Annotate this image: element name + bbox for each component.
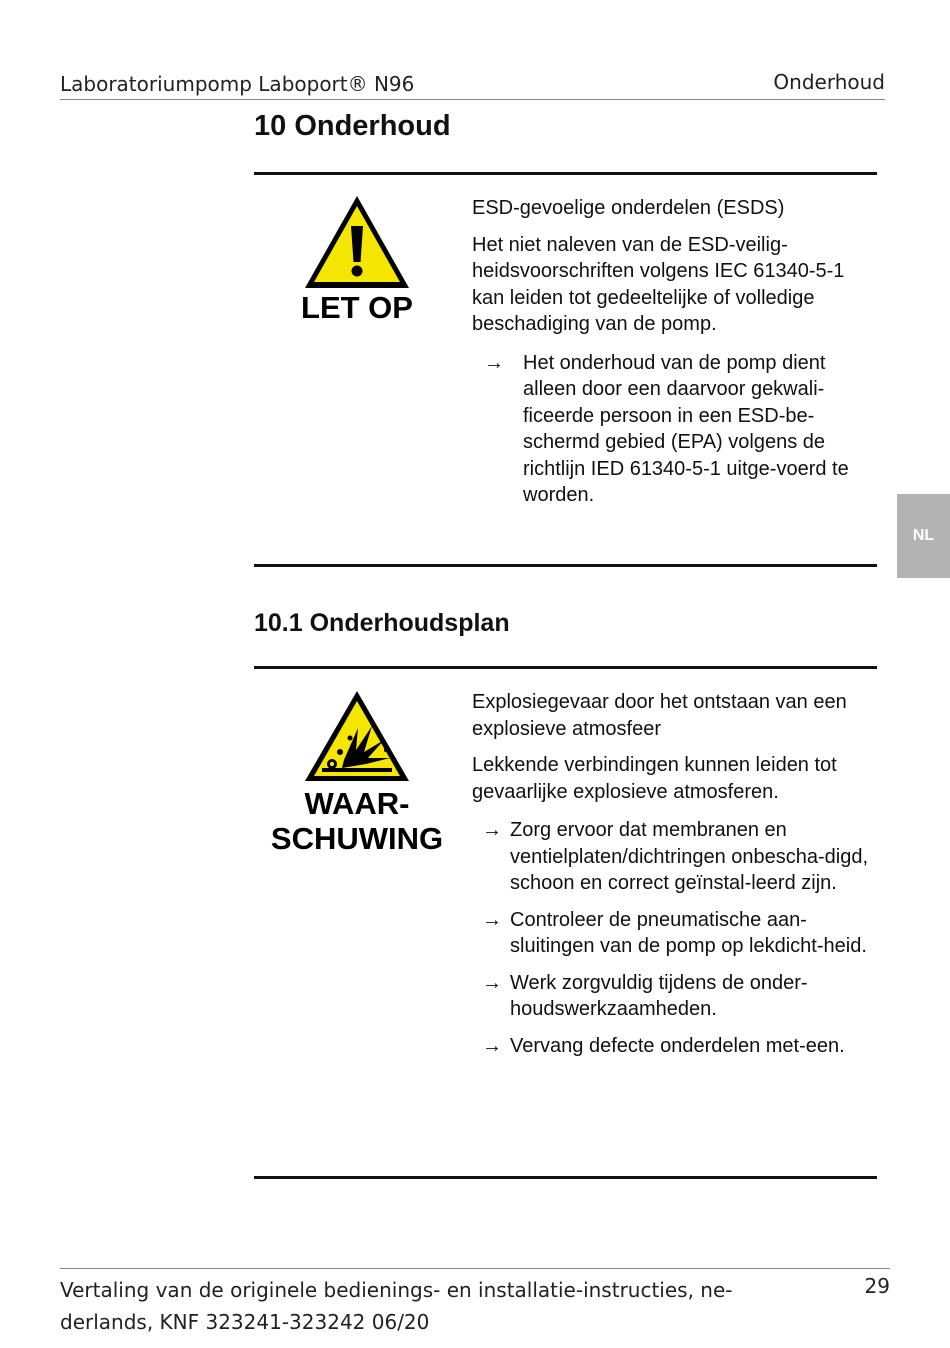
warning-action-item	[472, 1033, 872, 1060]
language-tab: NL	[897, 494, 950, 578]
chapter-heading: 10 Onderhoud	[254, 110, 451, 142]
warning-action-item	[472, 817, 872, 897]
notice-top-rule	[254, 172, 877, 175]
warning-action-text: Controleer de pneumatische aan-sluitingen van de pomp op lekdicht-heid.	[510, 908, 867, 957]
warning-bottom-rule	[254, 1176, 877, 1179]
warning-action-text: Zorg ervoor dat membranen en ventielplaten/dichtringen onbescha-digd, schoon en correct geïnstal-leerd zijn.	[510, 819, 869, 894]
exclamation-warning-icon	[301, 192, 413, 292]
warning-description: Lekkende verbindingen kunnen leiden tot gevaarlijke explosieve atmosferen.	[472, 754, 837, 803]
warning-signal-word-line2: SCHUWING	[270, 821, 444, 856]
notice-bottom-rule	[254, 564, 877, 567]
notice-hazard-title: ESD-gevoelige onderdelen (ESDS)	[472, 197, 785, 219]
notice-signal-word: LET OP	[301, 290, 413, 325]
warning-action-item	[472, 907, 872, 960]
arrow-right-icon: →	[484, 351, 504, 374]
notice-action-text: Het onderhoud van de pomp dient alleen door een daarvoor gekwali-ficeerde persoon in een ESD-be-schermd gebied (EPA) volgens de richtlijn IED 61340-5-1 uitge-voerd te worden.	[523, 351, 849, 506]
warning-action-text: Werk zorgvuldig tijdens de onder-houdswerkzaamheden.	[510, 971, 808, 1020]
notice-action-item	[472, 350, 872, 509]
page-number: 29	[864, 1274, 890, 1298]
notice-description: Het niet naleven van de ESD-veilig-heidsvoorschriften volgens IEC 61340-5-1 kan leiden tot gedeeltelijke of volledige beschadiging van de pomp.	[472, 233, 845, 335]
footer-text	[60, 1274, 760, 1338]
footer-divider	[60, 1268, 890, 1269]
running-header-section: Onderhoud	[773, 70, 885, 94]
footer-line-1: Vertaling van de originele bedienings- en installatie-instructies, ne-	[60, 1278, 733, 1302]
arrow-right-icon: →	[482, 908, 502, 931]
explosion-hazard-icon	[302, 688, 412, 784]
arrow-right-icon: →	[482, 971, 502, 994]
warning-signal-word	[262, 786, 452, 856]
warning-action-text: Vervang defecte onderdelen met-een.	[510, 1034, 845, 1057]
header-divider	[60, 99, 885, 100]
warning-action-item	[472, 970, 872, 1023]
notice-text-block	[472, 195, 872, 519]
running-header-title: Laboratoriumpomp Laboport® N96	[60, 72, 415, 96]
warning-text-block	[472, 689, 872, 1069]
warning-signal-word-line1: WAAR-	[304, 786, 410, 821]
warning-hazard-title: Explosiegevaar door het ontstaan van een explosieve atmosfeer	[472, 691, 847, 740]
arrow-right-icon: →	[482, 1034, 502, 1057]
footer-line-2: derlands, KNF 323241-323242 06/20	[60, 1310, 430, 1334]
section-heading: 10.1 Onderhoudsplan	[254, 609, 510, 637]
warning-top-rule	[254, 666, 877, 669]
arrow-right-icon: →	[482, 819, 502, 841]
